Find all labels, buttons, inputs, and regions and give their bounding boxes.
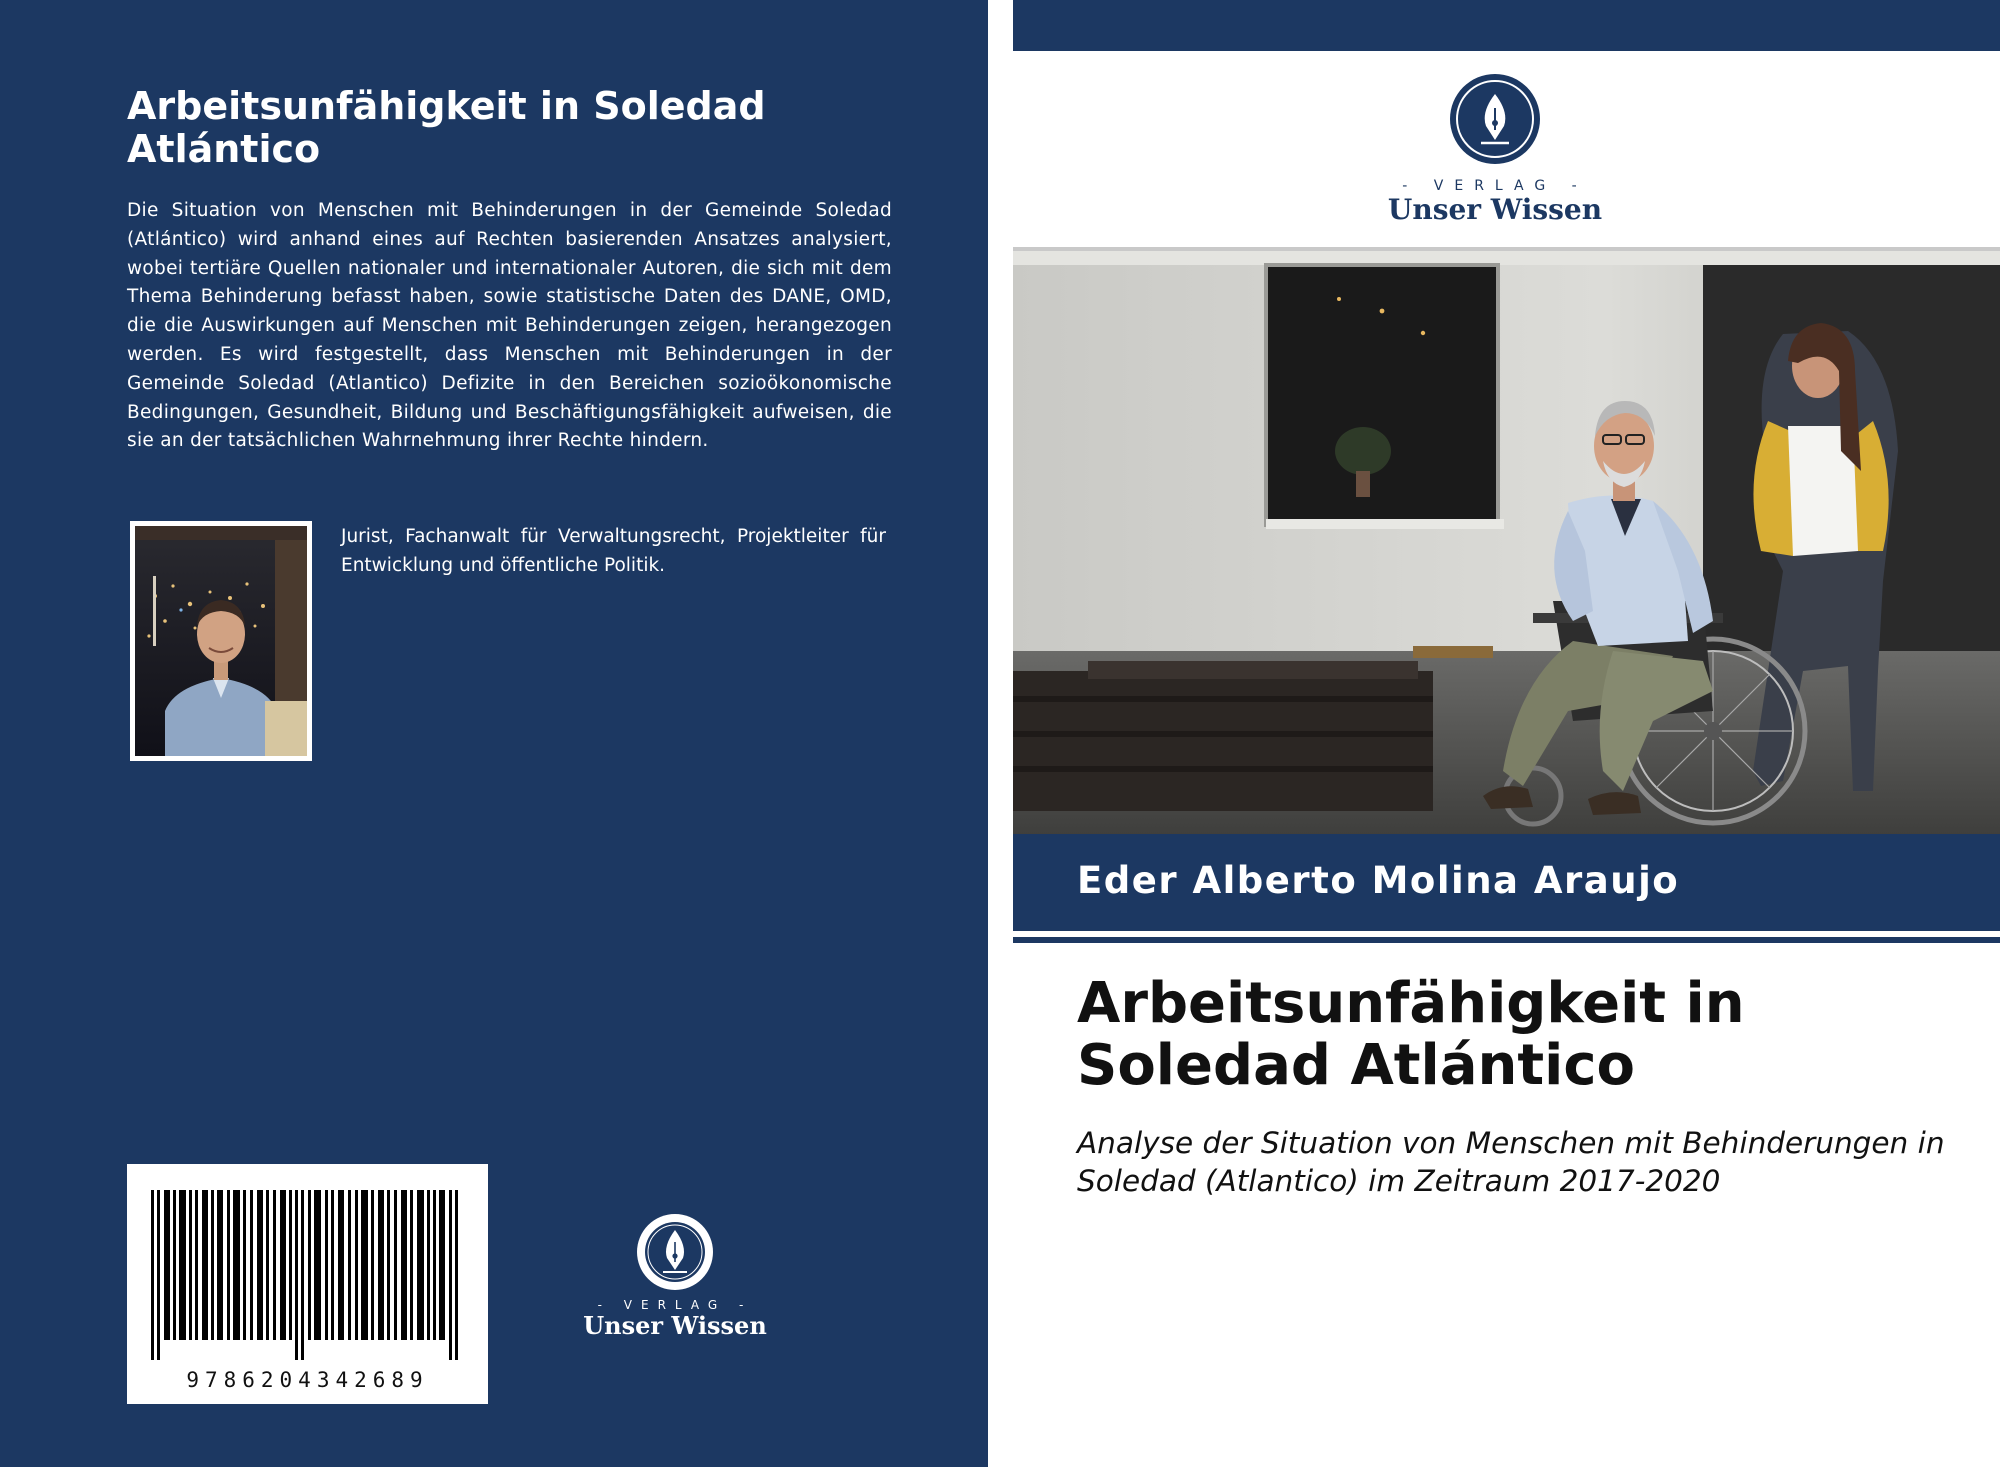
front-publisher-logo xyxy=(1380,72,1610,226)
pen-nib-logo-icon xyxy=(635,1212,715,1292)
cover-photo-wheelchair-image xyxy=(1013,251,2000,834)
author-bio: Jurist, Fachanwalt für Verwaltungsrecht, Projektleiter für Entwicklung und öffentliche Politik. xyxy=(341,526,886,576)
author-band xyxy=(1013,834,2000,931)
back-cover xyxy=(0,0,988,1467)
back-publisher-verlag: - VERLAG - xyxy=(597,1298,753,1312)
isbn-digits: 9786204342689 xyxy=(186,1368,429,1392)
back-publisher-name: Unser Wissen xyxy=(583,1311,767,1340)
front-publisher-verlag: - VERLAG - xyxy=(1402,178,1588,194)
pen-nib-logo-icon xyxy=(1448,72,1542,166)
back-cover-description: Die Situation von Menschen mit Behinderungen in der Gemeinde Soledad (Atlántico) wird anhand eines auf Rechten basierenden Ansatzes analysiert, wobei tertiäre Quellen nationaler und internationaler Autoren, die sich mit dem Thema Behinderung befasst haben, sowie statistische Daten des DANE, OMD, die die Auswirkungen auf Menschen mit Behinderungen zeigen, herangezogen werden. Es wird festgestellt, dass Menschen mit Behinderungen in der Gemeinde Soledad (Atlantico) Defizite in den Bereichen sozioökonomische Bedingungen, Gesundheit, Bildung und Beschäftigungsfähigkeit aufweisen, die sie an der tatsächlichen Wahrnehmung ihrer Rechte hindern. xyxy=(127,200,892,452)
author-portrait-image xyxy=(130,521,312,761)
barcode-bars xyxy=(145,1190,471,1360)
back-publisher-logo xyxy=(580,1212,770,1342)
back-cover-title: Arbeitsunfähigkeit in Soledad Atlántico xyxy=(127,84,766,171)
spine xyxy=(988,0,1013,1467)
author-name: Eder Alberto Molina Araujo xyxy=(1077,859,1680,902)
front-cover-subtitle: Analyse der Situation von Menschen mit Behinderungen in Soledad (Atlantico) im Zeitraum 2017-2020 xyxy=(1077,1126,1945,1198)
front-top-bar xyxy=(1013,0,2000,51)
isbn-barcode xyxy=(127,1164,488,1404)
front-publisher-name: Unser Wissen xyxy=(1387,193,1603,226)
front-cover-title: Arbeitsunfähigkeit in Soledad Atlántico xyxy=(1077,971,1745,1098)
divider-line xyxy=(1013,937,2000,943)
